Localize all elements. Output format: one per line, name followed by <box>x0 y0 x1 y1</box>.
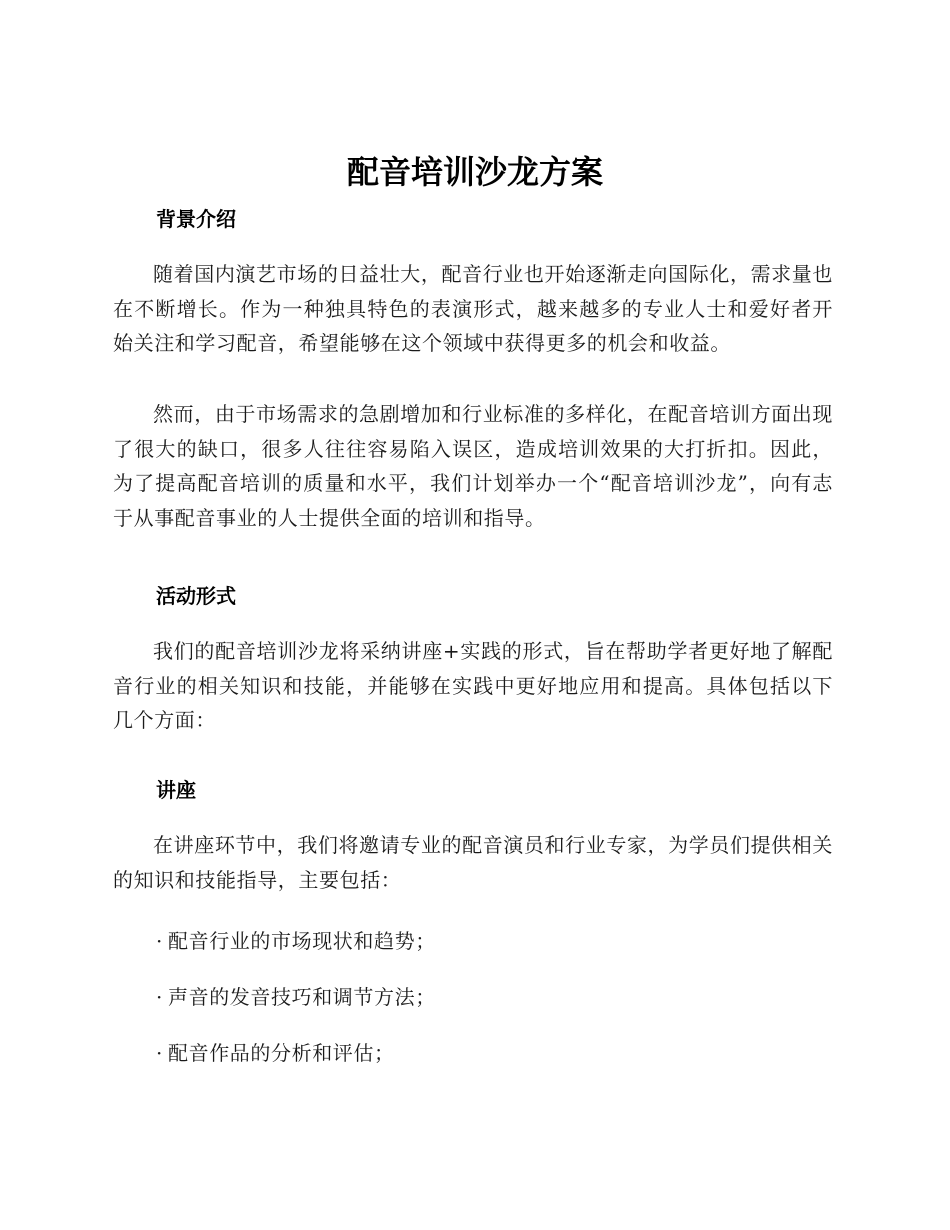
paragraph-format: 我们的配音培训沙龙将采纳讲座+实践的形式，旨在帮助学者更好地了解配音行业的相关知识和技能，并能够在实践中更好地应用和提高。具体包括以下几个方面： <box>113 639 833 732</box>
bullet-marker: · <box>156 1041 163 1065</box>
bullet-item <box>156 926 436 956</box>
bullet-marker: · <box>156 985 163 1009</box>
bullet-text: 配音行业的市场现状和趋势； <box>168 929 436 953</box>
section-heading-format: 活动形式 <box>156 584 236 608</box>
paragraph-background-2: 然而，由于市场需求的急剧增加和行业标准的多样化，在配音培训方面出现了很大的缺口，很多人往往容易陷入误区，造成培训效果的大打折扣。因此，为了提高配音培训的质量和水平，我们计划举办一个“配音培训沙龙”，向有志于从事配音事业的人士提供全面的培训和指导。 <box>113 402 833 530</box>
document-title: 配音培训沙龙方案 <box>346 153 603 191</box>
section-heading-background: 背景介绍 <box>156 207 236 231</box>
bullet-text: 配音作品的分析和评估； <box>168 1041 395 1065</box>
bullet-item <box>156 1038 395 1068</box>
paragraph-lecture: 在讲座环节中，我们将邀请专业的配音演员和行业专家，为学员们提供相关的知识和技能指导，主要包括： <box>113 833 833 892</box>
bullet-marker: · <box>156 929 163 953</box>
paragraph-background-1: 随着国内演艺市场的日益壮大，配音行业也开始逐渐走向国际化，需求量也在不断增长。作为一种独具特色的表演形式，越来越多的专业人士和爱好者开始关注和学习配音，希望能够在这个领域中获得更多的机会和收益。 <box>113 262 833 355</box>
bullet-text: 声音的发音技巧和调节方法； <box>168 985 436 1009</box>
bullet-item <box>156 982 436 1012</box>
section-heading-lecture: 讲座 <box>156 778 196 802</box>
